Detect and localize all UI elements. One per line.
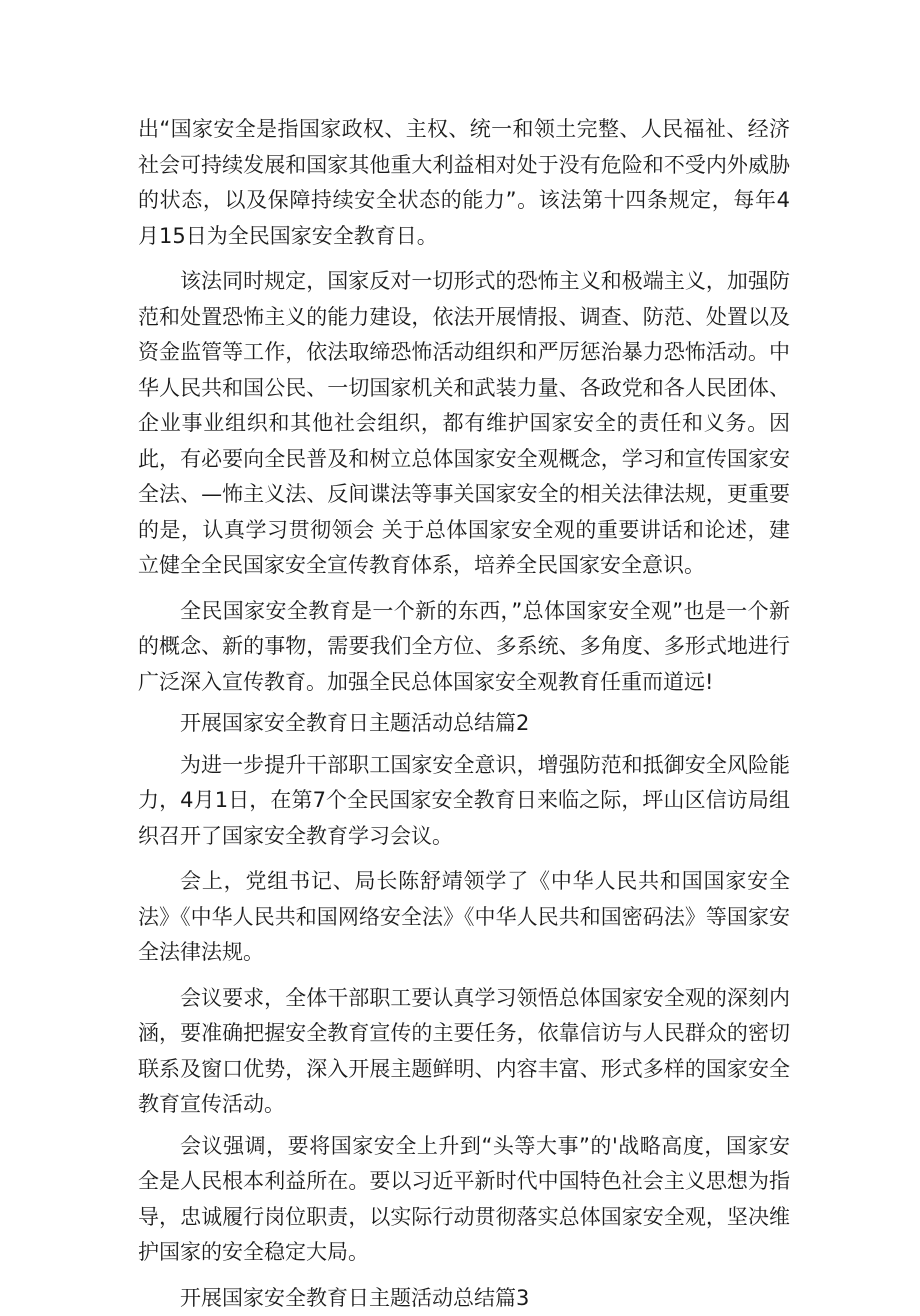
paragraph-section2-intro: 为进一步提升干部职工国家安全意识，增强防范和抵御安全风险能力，4月1日，在第7个全民国家安全教育日来临之际，坪山区信访局组织召开了国家安全教育学习会议。 — [138, 748, 790, 855]
section-heading-3: 开展国家安全教育日主题活动总结篇3 — [138, 1281, 790, 1316]
paragraph-section2-meeting: 会上，党组书记、局长陈舒靖领学了《中华人民共和国国家安全法》《中华人民共和国网络安全法》《中华人民共和国密码法》等国家安全法律法规。 — [138, 864, 790, 971]
paragraph-national-security-definition: 出“国家安全是指国家政权、主权、统一和领土完整、人民福祉、经济社会可持续发展和国家其他重大利益相对处于没有危险和不受内外威胁的状态，以及保障持续安全状态的能力”。该法第十四条规定，每年4月15日为全民国家安全教育日。 — [138, 112, 790, 254]
paragraph-section2-emphasis: 会议强调，要将国家安全上升到“头等大事”的'战略高度，国家安全是人民根本利益所在。要以习近平新时代中国特色社会主义思想为指导，忠诚履行岗位职责，以实际行动贯彻落实总体国家安全观，坚决维护国家的安全稳定大局。 — [138, 1129, 790, 1271]
document-page — [138, 112, 790, 1316]
paragraph-anti-terrorism: 该法同时规定，国家反对一切形式的恐怖主义和极端主义，加强防范和处置恐怖主义的能力建设，依法开展情报、调查、防范、处置以及资金监管等工作，依法取缔恐怖活动组织和严厉惩治暴力恐怖活动。中华人民共和国公民、一切国家机关和武装力量、各政党和各人民团体、企业事业组织和其他社会组织，都有维护国家安全的责任和义务。因此，有必要向全民普及和树立总体国家安全观概念，学习和宣传国家安全法、—怖主义法、反间谍法等事关国家安全的相关法律法规，更重要的是，认真学习贯彻领会 关于总体国家安全观的重要讲话和论述，建立健全全民国家安全宣传教育体系，培养全民国家安全意识。 — [138, 264, 790, 584]
paragraph-education-new-concept: 全民国家安全教育是一个新的东西，”总体国家安全观”也是一个新的概念、新的事物，需要我们全方位、多系统、多角度、多形式地进行广泛深入宣传教育。加强全民总体国家安全观教育任重而道远! — [138, 594, 790, 701]
section-heading-2: 开展国家安全教育日主题活动总结篇2 — [138, 706, 790, 742]
paragraph-section2-requirements: 会议要求，全体干部职工要认真学习领悟总体国家安全观的深刻内涵，要准确把握安全教育宣传的主要任务，依靠信访与人民群众的密切联系及窗口优势，深入开展主题鲜明、内容丰富、形式多样的国家安全教育宣传活动。 — [138, 981, 790, 1123]
